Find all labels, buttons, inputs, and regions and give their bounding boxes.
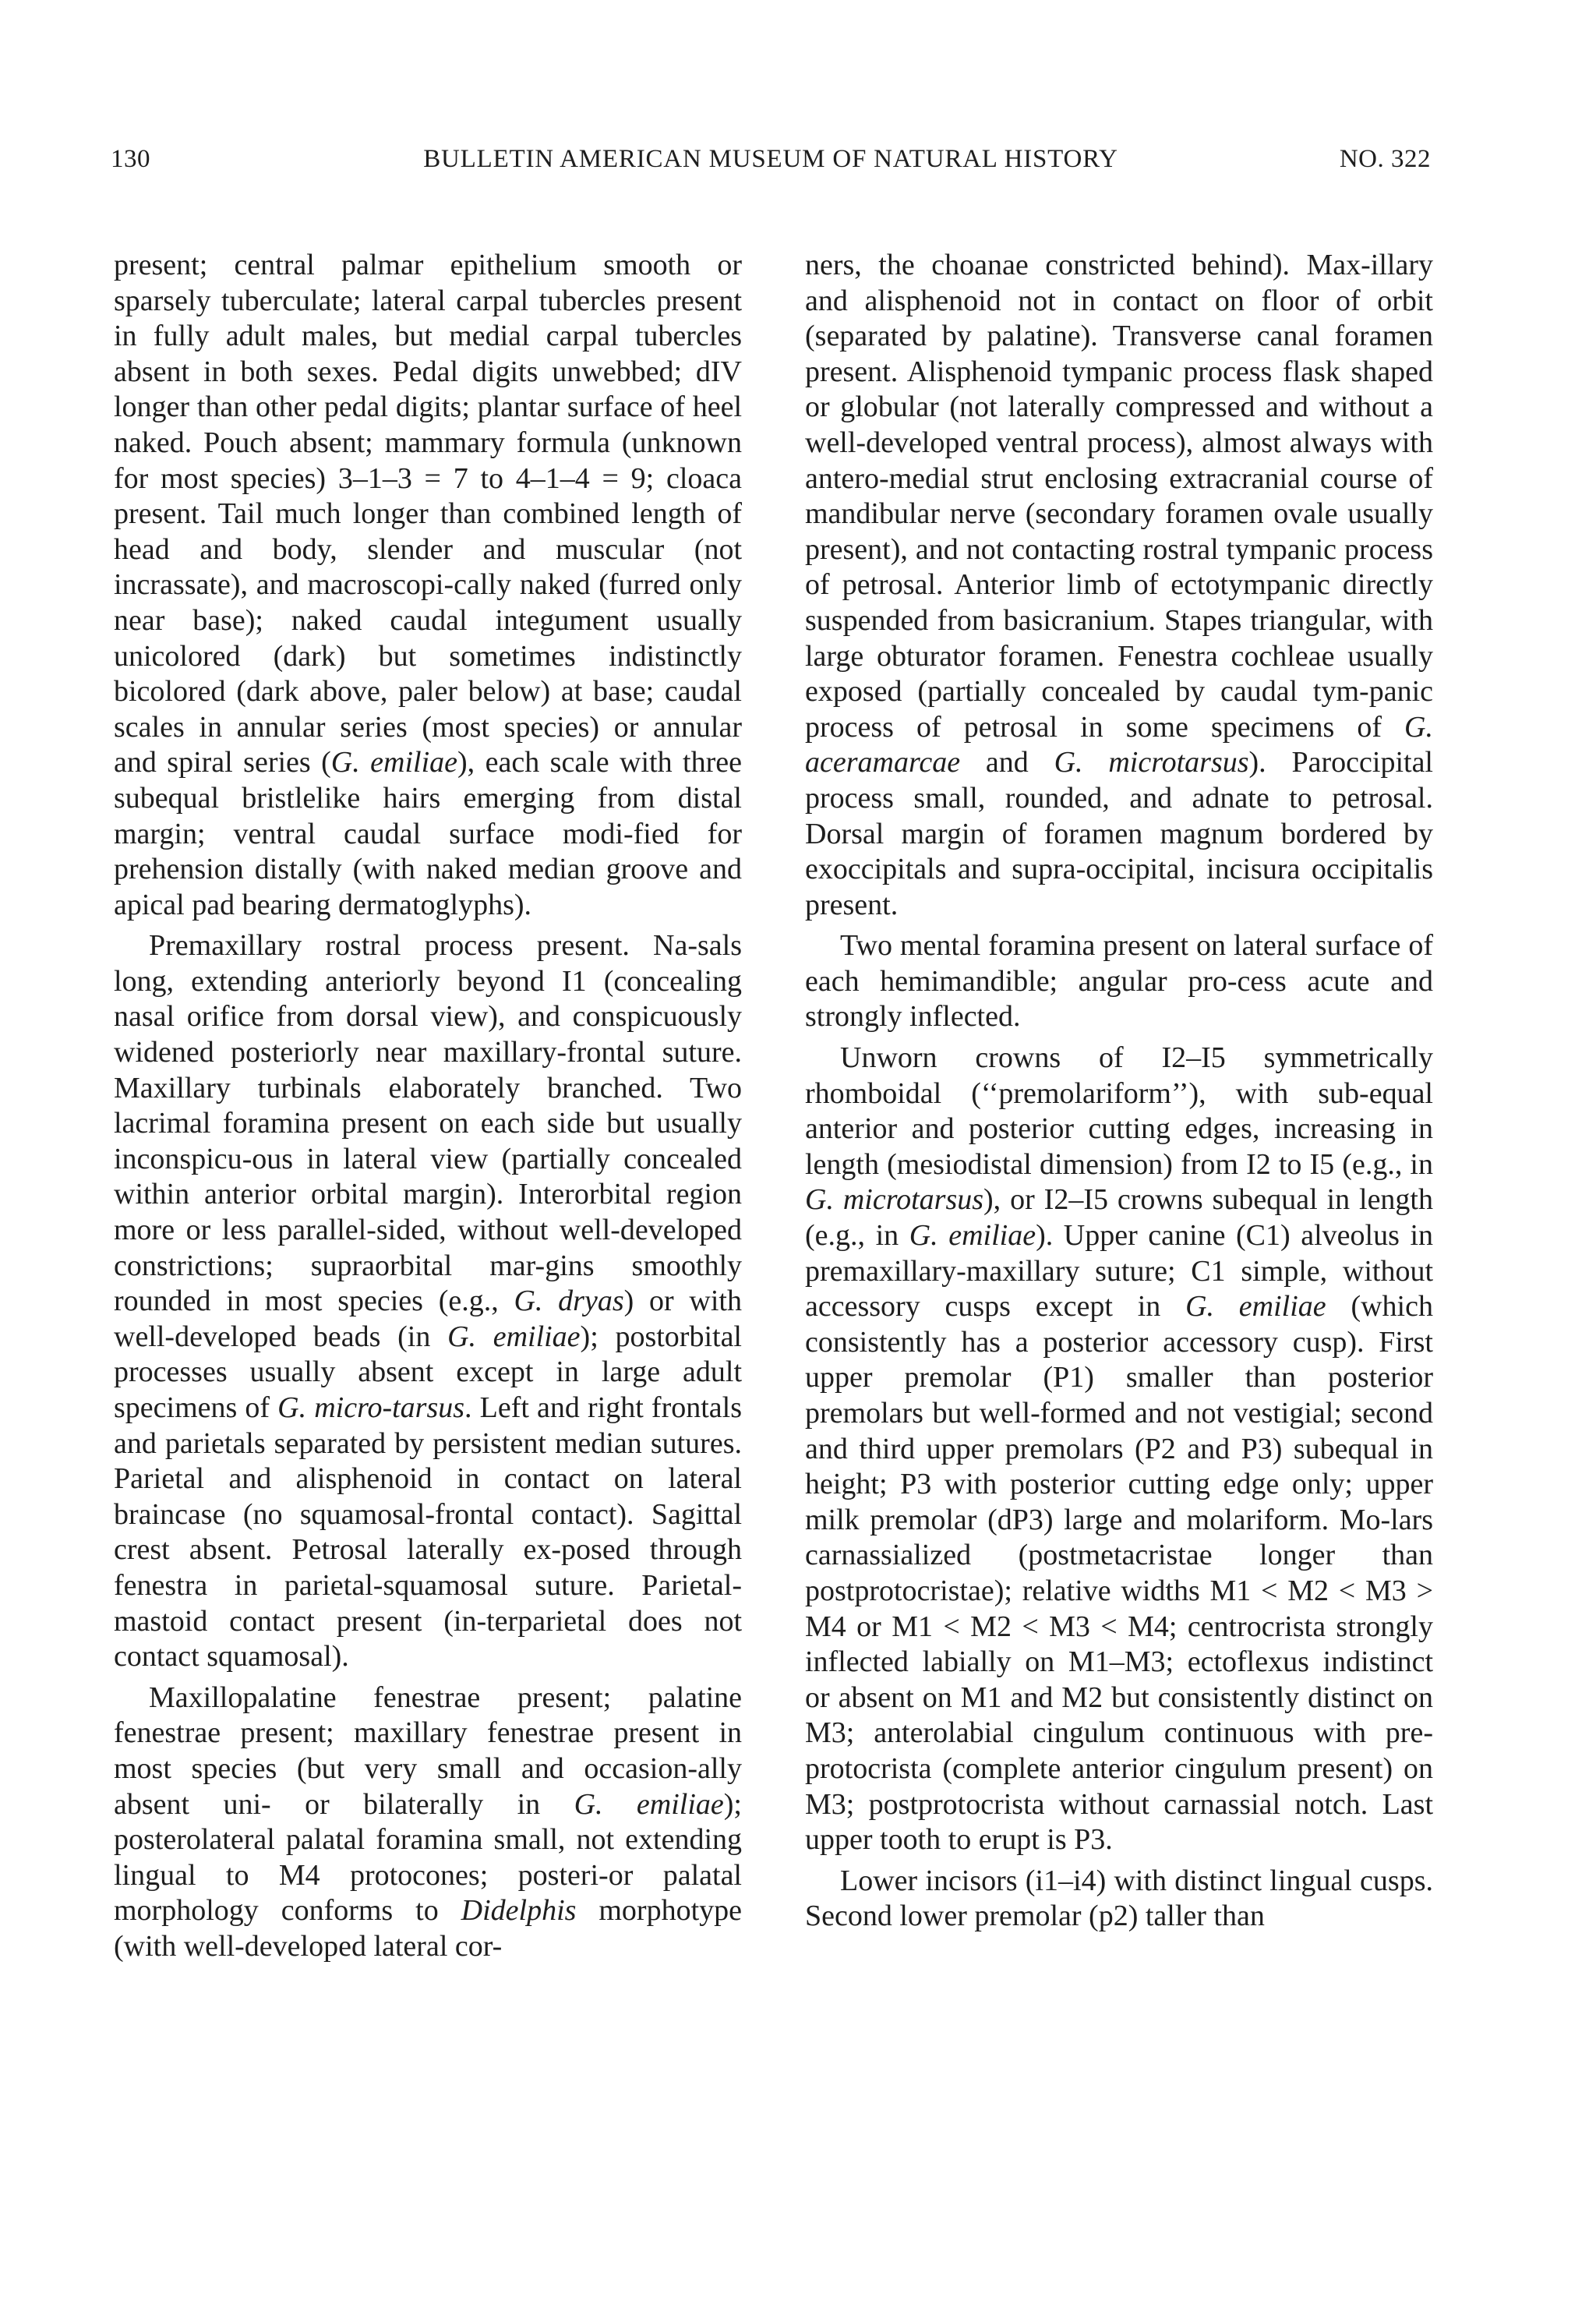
text-run: ); postorbital processes usually absent except in large adult specimens of — [114, 1320, 742, 1424]
genus-name: Didelphis — [461, 1894, 577, 1928]
species-name: G. emiliae — [574, 1787, 724, 1821]
text-run: ); posterolateral palatal foramina small, not extending lingual to M4 protocones; posteri-or palatal morphology conforms to — [114, 1787, 742, 1928]
paragraph-basicranium-continued — [805, 248, 1433, 923]
text-run: Unworn crowns of I2–I5 symmetrically rhomboidal (‘‘premolariform’’), with sub-equal anterior and posterior cutting edges, increasing in length (mesiodistal dimension) from I2 to I5 (e.g., in — [805, 1041, 1433, 1181]
text-run: morphotype (with well-developed lateral cor- — [114, 1894, 742, 1963]
species-name: G. micro-tarsus — [277, 1391, 465, 1424]
paragraph-mandible — [805, 928, 1433, 1035]
text-run: ). Paroccipital process small, rounded, and adnate to petrosal. Dorsal margin of foramen magnum bordered by exoccipitals and supra-occipital, incisura occipitalis present. — [805, 746, 1433, 921]
text-run: ners, the choanae constricted behind). Max-illary and alisphenoid not in contact on floor of orbit (separated by palatine). Transverse canal foramen present. Alisphenoid tympanic process flask shaped or globular (not laterally compressed and without a well-developed ventral process), almost always with antero-medial strut enclosing extracranial course of mandibular nerve (secondary foramen ovale usually present), and not contacting rostral tympanic process of petrosal. Anterior limb of ectotympanic directly suspended from basicranium. Stapes triangular, with large obturator foramen. Fenestra cochleae usually exposed (partially concealed by caudal tym-panic process of petrosal in some specimens of — [805, 249, 1433, 744]
text-run: ) or with well-developed beads (in — [114, 1285, 742, 1353]
issue-number: NO. 322 — [1339, 145, 1431, 173]
text-run: Premaxillary rostral process present. Na-sals long, extending anteriorly beyond I1 (concealing nasal orifice from dorsal view), and conspicuously widened posteriorly near maxillary-frontal suture. Maxillary turbinals elaborately branched. Two lacrimal foramina present on each side but usually inconspicu-ous in lateral view (partially concealed within anterior orbital margin). Interorbital region more or less parallel-sided, without well-developed constrictions; supraorbital mar-gins smoothly rounded in most species (e.g., — [114, 929, 742, 1318]
paragraph-palate — [114, 1681, 742, 1965]
species-name: G. aceramarcae — [805, 710, 1433, 779]
species-name: G. microtarsus — [1054, 746, 1249, 779]
text-run: Maxillopalatine fenestrae present; palatine fenestrae present; maxillary fenestrae present in most species (but very small and occasion-ally absent uni- or bilaterally in — [114, 1681, 742, 1821]
text-run: present; central palmar epithelium smooth or sparsely tuberculate; lateral carpal tubercles present in fully adult males, but medial carpal tubercles absent in both sexes. Pedal digits unwebbed; dIV longer than other pedal digits; plantar surface of heel naked. Pouch absent; mammary formula (unknown for most species) 3–1–3 = 7 to 4–1–4 = 9; cloaca present. Tail much longer than combined length of head and body, slender and muscular (not incrassate), and macroscopi-cally naked (furred only near base); naked caudal integument usually unicolored (dark) but sometimes indistinctly bicolored (dark above, paler below) at base; caudal scales in annular series (most species) or annular and spiral series ( — [114, 249, 742, 779]
paragraph-external-morphology-continued — [114, 248, 742, 923]
paragraph-lower-dentition — [805, 1864, 1433, 1935]
species-name: G. emiliae — [447, 1320, 581, 1353]
species-name: G. emiliae — [1185, 1290, 1326, 1324]
page-number: 130 — [111, 145, 150, 173]
running-head — [111, 145, 1431, 184]
text-run: (which consistently has a posterior accessory cusp). First upper premolar (P1) smaller than posterior premolars but well-formed and not vestigial; second and third upper premolars (P2 and P3) subequal in height; P3 with posterior cutting edge only; upper milk premolar (dP3) large and molariform. Mo-lars carnassialized (postmetacristae longer than postprotocristae); relative widths M1 < M2 < M3 > M4 or M1 < M2 < M3 < M4; centrocrista strongly inflected labially on M1–M3; ectoflexus indistinct or absent on M1 and M2 but consistently distinct on M3; anterolabial cingulum continuous with pre-protocrista (complete anterior cingulum present) on M3; postprotocrista without carnassial notch. Last upper tooth to erupt is P3. — [805, 1290, 1433, 1857]
text-run: . Left and right frontals and parietals separated by persistent median sutures. Parietal and alisphenoid in contact on lateral braincase (no squamosal-frontal contact). Sagittal crest absent. Petrosal laterally ex-posed through fenestra in parietal-squamosal suture. Parietal-mastoid contact present (in-terparietal does not contact squamosal). — [114, 1391, 742, 1673]
species-name: G. emiliae — [330, 746, 458, 779]
right-column — [805, 248, 1433, 1935]
species-name: G. microtarsus — [805, 1183, 984, 1217]
paragraph-rostrum-and-braincase — [114, 928, 742, 1674]
left-column — [114, 248, 742, 1965]
species-name: G. emiliae — [909, 1219, 1036, 1253]
text-run: ). Upper canine (C1) alveolus in premaxillary-maxillary suture; C1 simple, without accessory cusps except in — [805, 1219, 1433, 1324]
journal-title: BULLETIN AMERICAN MUSEUM OF NATURAL HISTORY — [423, 145, 1118, 173]
species-name: G. dryas — [514, 1285, 624, 1318]
text-run: Two mental foramina present on lateral surface of each hemimandible; angular pro-cess acute and strongly inflected. — [805, 929, 1433, 1034]
text-run: Lower incisors (i1–i4) with distinct lingual cusps. Second lower premolar (p2) taller than — [805, 1864, 1433, 1933]
text-run: and — [960, 746, 1054, 779]
paragraph-upper-dentition — [805, 1041, 1433, 1858]
text-run: ), or I2–I5 crowns subequal in length (e.g., in — [805, 1183, 1433, 1253]
text-run: ), each scale with three subequal bristlelike hairs emerging from distal margin; ventral caudal surface modi-fied for prehension distally (with naked median groove and apical pad bearing dermatoglyphs). — [114, 746, 742, 921]
